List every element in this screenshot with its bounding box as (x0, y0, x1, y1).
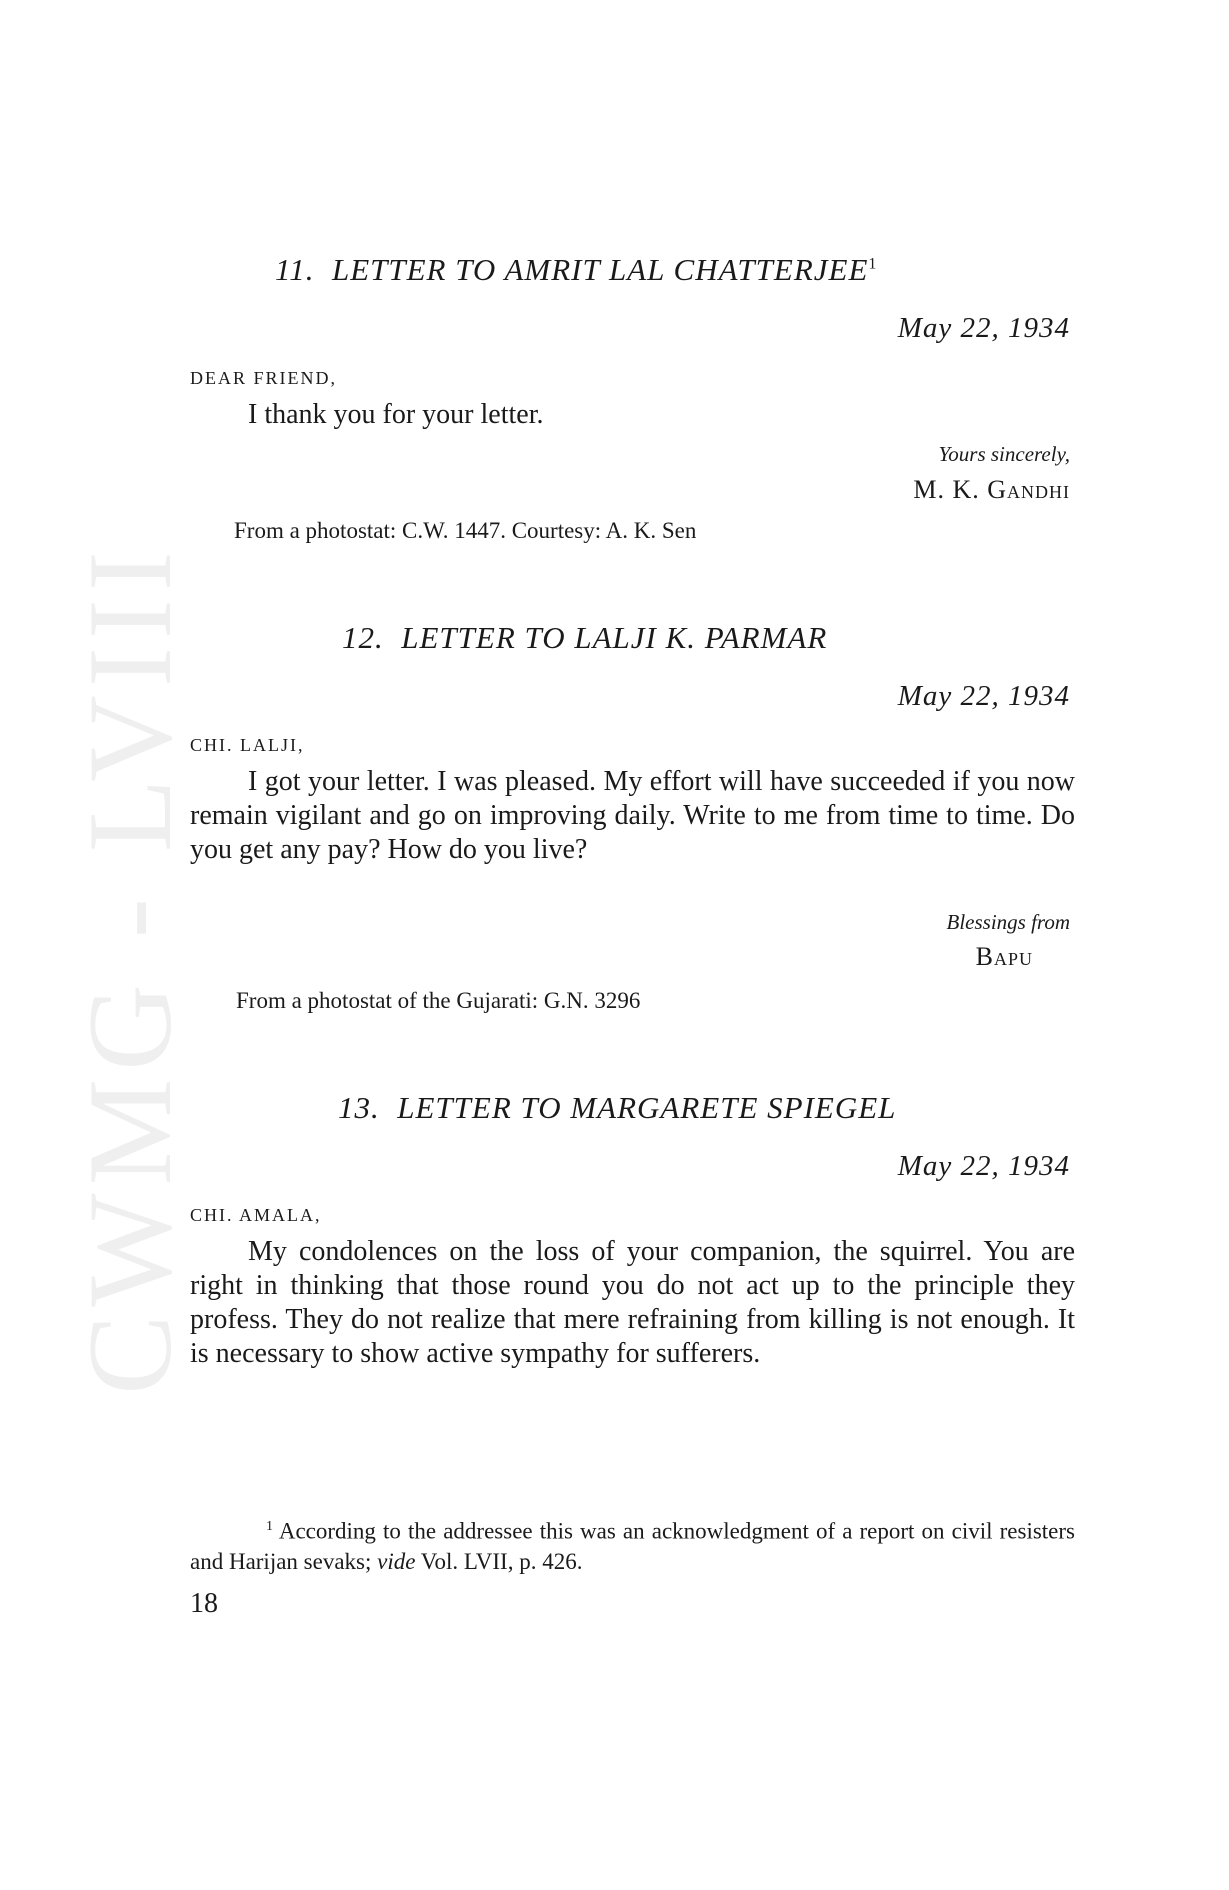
signature: Bapu (975, 942, 1033, 971)
watermark: CWMG - LVIII (63, 543, 196, 1395)
letter-number: 13. (338, 1090, 380, 1125)
letter-date: May 22, 1934 (897, 312, 1070, 344)
letter-number: 12. (342, 620, 384, 655)
source-note: From a photostat: C.W. 1447. Courtesy: A. K. Sen (234, 518, 697, 543)
letter-title: LETTER TO MARGARETE SPIEGEL (397, 1090, 897, 1125)
footnote-emphasis: vide (377, 1548, 416, 1574)
letter-number: 11. (275, 252, 315, 287)
footnote-reference: 1 (868, 255, 878, 273)
closing: Blessings from (946, 910, 1070, 934)
footnote-citation: Vol. LVII, p. 426. (420, 1548, 583, 1574)
footnote (190, 1512, 1075, 1577)
page-number: 18 (190, 1588, 218, 1619)
letter-body: I thank you for your letter. (248, 399, 544, 430)
closing: Yours sincerely, (938, 442, 1070, 466)
letter-date: May 22, 1934 (897, 680, 1070, 712)
source-note: From a photostat of the Gujarati: G.N. 3296 (236, 988, 641, 1013)
footnote-marker: 1 (266, 1519, 273, 1534)
letter-heading (275, 252, 877, 288)
letter-title: LETTER TO AMRIT LAL CHATTERJEE (331, 252, 869, 287)
salutation: DEAR FRIEND, (190, 368, 338, 388)
footnote-text: According to the addressee this was an acknowledgment of a report on civil resisters and Harijan sevaks; (190, 1518, 1075, 1574)
letter-heading (338, 1090, 896, 1126)
salutation: CHI. AMALA, (190, 1205, 322, 1225)
letter-date: May 22, 1934 (897, 1150, 1070, 1182)
salutation: CHI. LALJI, (190, 735, 305, 755)
signature: M. K. Gandhi (913, 475, 1070, 504)
letter-title: LETTER TO LALJI K. PARMAR (401, 620, 828, 655)
letter-heading (342, 620, 827, 656)
letter-body: I got your letter. I was pleased. My effort will have succeeded if you now remain vigilant and go on improving daily. Write to me from time to time. Do you get any pay? How do you live? (190, 766, 1075, 865)
letter-body: My condolences on the loss of your companion, the squirrel. You are right in thinking that those round you do not act up to the principle they profess. They do not realize that mere refraining from killing is not enough. It is necessary to show active sympathy for sufferers. (190, 1236, 1075, 1369)
